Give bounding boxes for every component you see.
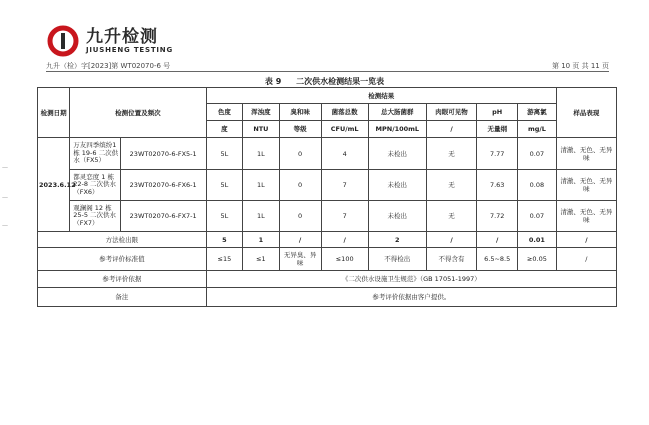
param-name: 臭和味 — [279, 104, 321, 121]
sample-appearance: 清澈、无色、无异味 — [556, 170, 616, 201]
results-header: 检测结果 — [206, 88, 556, 104]
report-number: 九升（检）字[2023]第 WT02070-6 号 — [46, 62, 171, 70]
limit-value: / — [321, 232, 368, 248]
reference-limit-label: 参考评价标准值 — [38, 248, 207, 271]
limit-value: 0.01 — [518, 232, 557, 248]
result-value: 未检出 — [368, 138, 426, 170]
limit-value: / — [279, 232, 321, 248]
result-value: 无 — [426, 138, 476, 170]
basis-row — [38, 271, 617, 288]
result-value: 4 — [321, 138, 368, 170]
table-caption — [0, 76, 649, 87]
result-value: 7 — [321, 170, 368, 201]
result-value: 1L — [243, 170, 280, 201]
result-value: 未检出 — [368, 201, 426, 232]
appearance-header: 样品表现 — [556, 88, 616, 138]
result-value: 7.63 — [477, 170, 518, 201]
side-mark: — — [2, 164, 8, 171]
param-name: 总大肠菌群 — [368, 104, 426, 121]
param-unit: NTU — [243, 121, 280, 138]
sample-id: 23WT02070-6-FX7-1 — [120, 201, 206, 232]
detection-limit-label: 方法检出限 — [38, 232, 207, 248]
table-row — [38, 201, 617, 232]
limit-value: 1 — [243, 232, 280, 248]
param-unit: 无量纲 — [477, 121, 518, 138]
result-value: 未检出 — [368, 170, 426, 201]
remarks-label: 备注 — [38, 288, 207, 307]
limit-value: 5 — [206, 232, 243, 248]
reference-value: ≤1 — [243, 248, 280, 271]
page-indicator — [552, 61, 609, 71]
result-value: 7.77 — [477, 138, 518, 170]
reference-value: 不得检出 — [368, 248, 426, 271]
sample-id: 23WT02070-6-FX6-1 — [120, 170, 206, 201]
reference-value: 无异臭、异味 — [279, 248, 321, 271]
param-unit: mg/L — [518, 121, 557, 138]
reference-limit-row — [38, 248, 617, 271]
sample-location: 万友四季缤纷1 栋 19-6 二次供水（FX5） — [70, 138, 120, 170]
side-mark: — — [2, 222, 8, 229]
jiusheng-logo-icon — [46, 24, 80, 58]
reference-value: ≤100 — [321, 248, 368, 271]
reference-value: 不得含有 — [426, 248, 476, 271]
table-row — [38, 170, 617, 201]
param-name: pH — [477, 104, 518, 121]
test-date: 2023.6.12 — [38, 138, 70, 232]
page-label: 页 — [602, 62, 609, 70]
table-row — [38, 138, 617, 170]
param-unit: CFU/mL — [321, 121, 368, 138]
date-header: 检测日期 — [38, 88, 70, 138]
remarks-value: 参考评价依据由客户提供。 — [206, 288, 616, 307]
table-title: 二次供水检测结果一览表 — [296, 77, 385, 86]
result-value: 0.07 — [518, 201, 557, 232]
result-value: 0.08 — [518, 170, 557, 201]
company-logo — [46, 24, 173, 58]
param-unit: 度 — [206, 121, 243, 138]
logo-chinese-name: 九升检测 — [86, 26, 158, 47]
sample-appearance: 清澈、无色、无异味 — [556, 138, 616, 170]
results-table — [37, 87, 617, 307]
param-name: 菌落总数 — [321, 104, 368, 121]
result-value: 无 — [426, 201, 476, 232]
logo-english-name: JIUSHENG TESTING — [86, 45, 173, 54]
result-value: 1L — [243, 138, 280, 170]
limit-value: / — [477, 232, 518, 248]
param-name: 肉眼可见物 — [426, 104, 476, 121]
result-value: 1L — [243, 201, 280, 232]
position-header: 检测位置及频次 — [70, 88, 206, 138]
limit-value: / — [426, 232, 476, 248]
page-total: 11 — [590, 62, 600, 70]
limit-value: 2 — [368, 232, 426, 248]
result-value: 0.07 — [518, 138, 557, 170]
page-label: 共 — [581, 62, 589, 70]
result-value: 7.72 — [477, 201, 518, 232]
result-value: 5L — [206, 201, 243, 232]
table-number: 表 9 — [264, 77, 282, 86]
basis-value: 《二次供水设施卫生规范》（GB 17051-1997） — [206, 271, 616, 288]
reference-value: 6.5~8.5 — [477, 248, 518, 271]
param-unit: MPN/100mL — [368, 121, 426, 138]
sample-appearance: 清澈、无色、无异味 — [556, 201, 616, 232]
param-name: 浑浊度 — [243, 104, 280, 121]
sample-id: 23WT02070-6-FX5-1 — [120, 138, 206, 170]
param-unit: / — [426, 121, 476, 138]
side-mark: — — [2, 194, 8, 201]
basis-label: 参考评价依据 — [38, 271, 207, 288]
sample-location: 观澜阁 12 栋25-5 二次供水（FX7） — [70, 201, 120, 232]
result-value: 0 — [279, 201, 321, 232]
table-header-row — [38, 88, 617, 104]
header-divider — [46, 71, 609, 72]
result-value: 无 — [426, 170, 476, 201]
reference-appearance: / — [556, 248, 616, 271]
param-name: 游离氯 — [518, 104, 557, 121]
result-value: 0 — [279, 138, 321, 170]
reference-value: ≥0.05 — [518, 248, 557, 271]
result-value: 5L — [206, 170, 243, 201]
limit-appearance: / — [556, 232, 616, 248]
result-value: 0 — [279, 170, 321, 201]
remarks-row — [38, 288, 617, 307]
page-label: 页 — [572, 62, 580, 70]
param-unit: 等级 — [279, 121, 321, 138]
sample-location: 都灵恋度 1 栋22-8 二次供水（FX6） — [70, 170, 120, 201]
reference-value: ≤15 — [206, 248, 243, 271]
param-name: 色度 — [206, 104, 243, 121]
page-current: 10 — [561, 62, 571, 70]
detection-limit-row — [38, 232, 617, 248]
page-label: 第 — [551, 62, 559, 70]
result-value: 7 — [321, 201, 368, 232]
result-value: 5L — [206, 138, 243, 170]
